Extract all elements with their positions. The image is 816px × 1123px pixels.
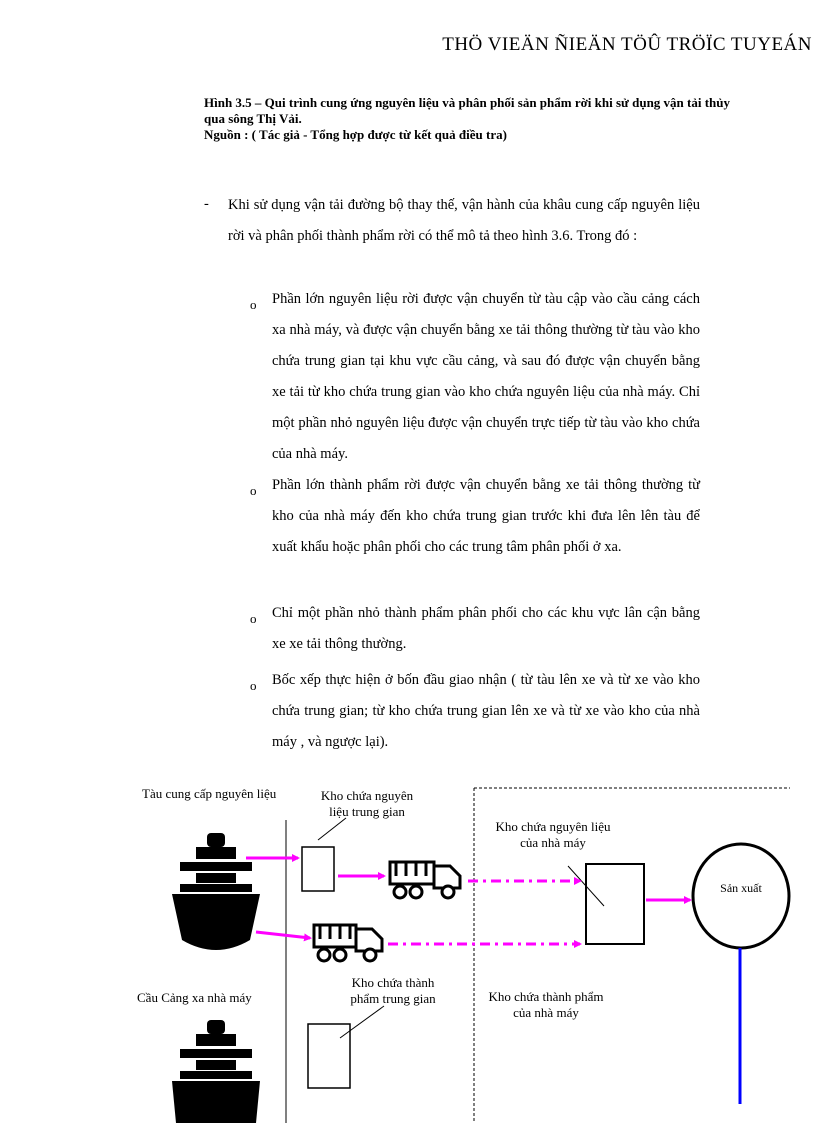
label-pointer xyxy=(318,818,346,840)
bullet-marker: o xyxy=(250,483,257,498)
truck-icon xyxy=(390,862,460,898)
intro-paragraph: Khi sử dụng vận tải đường bộ thay thế, vận hành của khâu cung cấp nguyên liệu rời và phân phối thành phẩm rời có thể mô tả theo hình 3.6. Trong đó : xyxy=(228,197,700,244)
raw-material-intermediate-warehouse xyxy=(302,847,334,891)
bullet-item-3: Chỉ một phần nhỏ thành phẩm phân phối cho các khu vực lân cận bằng xe xe tải thông thường. xyxy=(272,605,700,652)
bullet-item-4: Bốc xếp thực hiện ở bốn đầu giao nhận ( từ tàu lên xe và từ xe vào kho chứa trung gian; từ kho chứa trung gian lên xe và từ xe vào kho của nhà máy , và ngược lại). xyxy=(272,672,700,750)
flow-arrow xyxy=(256,932,310,938)
truck-icon xyxy=(314,925,382,961)
label-ship-supply: Tàu cung cấp nguyên liệu xyxy=(142,786,277,801)
production-circle xyxy=(693,844,789,948)
page-header: THÖ VIEÄN ÑIEÄN TÖÛ TRÖÏC TUYEÁN xyxy=(442,34,812,55)
label-raw-intermediate: Kho chứa nguyên liệu trung gian xyxy=(320,788,414,819)
figure-caption xyxy=(204,95,744,143)
caption-title: Hình 3.5 – Qui trình cung ứng nguyên liệu và phân phối sản phẩm rời khi sử dụng vận tải thủy qua sông Thị Vải. xyxy=(204,95,731,126)
bullet-marker: o xyxy=(250,297,257,312)
bullet-marker: o xyxy=(250,678,257,693)
ship-icon xyxy=(172,1020,260,1123)
caption-source: Nguồn : ( Tác giả - Tổng hợp được từ kết quả điều tra) xyxy=(204,127,507,142)
label-production: Sản xuất xyxy=(720,881,762,895)
label-raw-factory: Kho chứa nguyên liệu của nhà máy xyxy=(495,819,611,850)
product-intermediate-warehouse xyxy=(308,1024,350,1088)
label-product-factory: Kho chứa thành phẩm của nhà máy xyxy=(488,989,604,1020)
diagram-canvas xyxy=(0,770,816,1123)
bullet-item-2: Phần lớn thành phẩm rời được vận chuyển bằng xe tải thông thường từ kho của nhà máy đến kho chứa trung gian trước khi đưa lên lên tàu để xuất khẩu hoặc phân phối cho các trung tâm phân phối ở xa. xyxy=(272,477,700,555)
ship-icon xyxy=(172,833,260,950)
flow-diagram xyxy=(0,770,816,1123)
list-dash: - xyxy=(204,196,209,212)
factory-raw-material-warehouse xyxy=(586,864,644,944)
label-pointer xyxy=(340,1006,384,1038)
bullet-item-1: Phần lớn nguyên liệu rời được vận chuyển từ tàu cập vào cầu cảng cách xa nhà máy, và được vận chuyển bằng xe tải thông thường từ tàu vào kho chứa trung gian tại khu vực cầu cảng, và sau đó được vận chuyển bằng xe tải từ kho chứa trung gian vào kho chứa nguyên liệu của nhà máy. Chỉ một phần nhỏ nguyên liệu được vận chuyển trực tiếp từ tàu vào kho chứa của nhà máy. xyxy=(272,291,700,462)
bullet-marker: o xyxy=(250,611,257,626)
label-port: Cầu Cảng xa nhà máy xyxy=(137,990,252,1005)
label-product-intermediate: Kho chứa thành phẩm trung gian xyxy=(350,975,436,1006)
